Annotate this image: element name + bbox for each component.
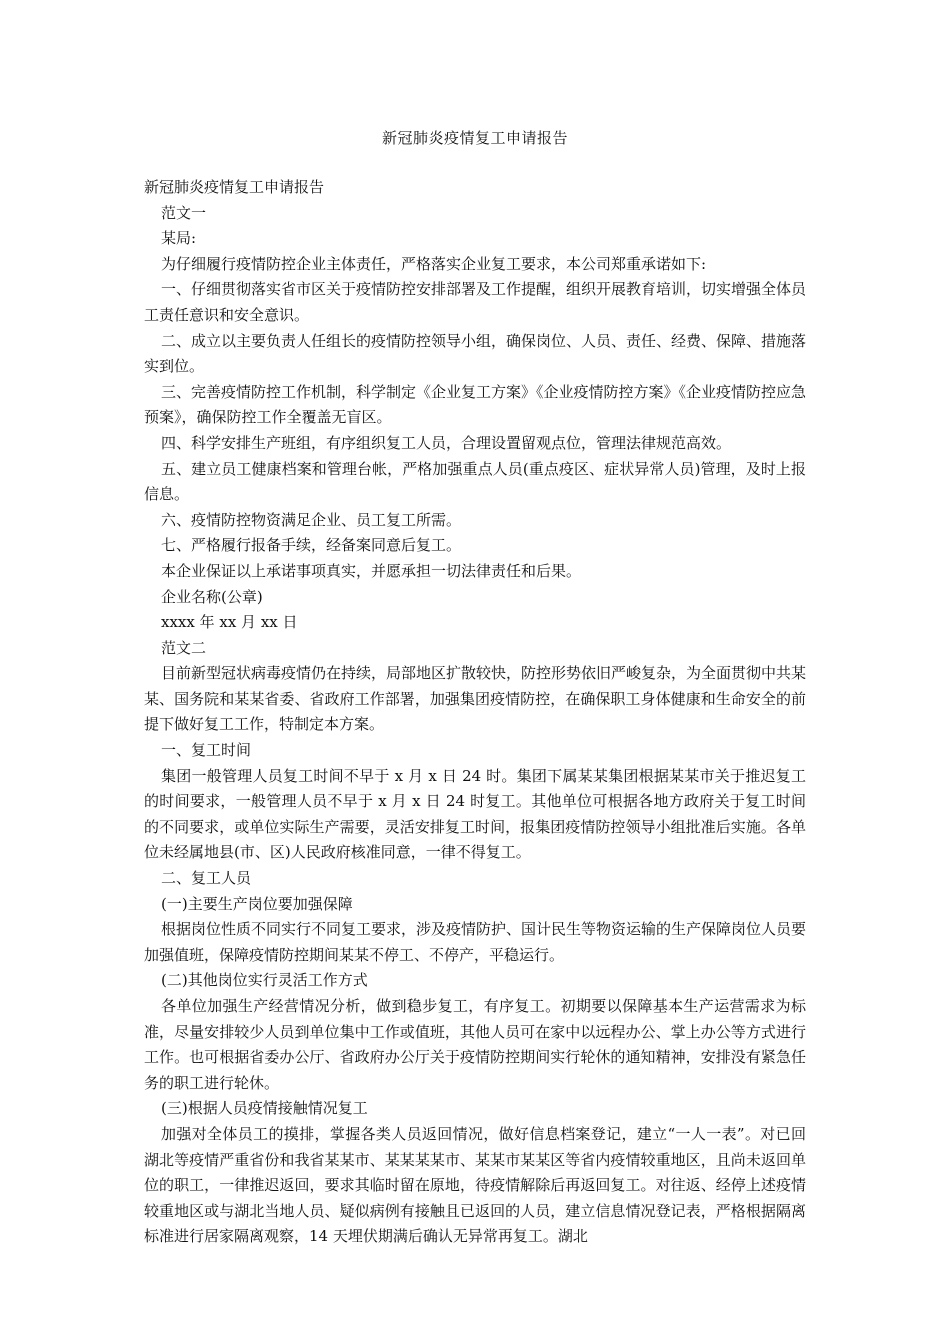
commitment-item-2: 二、成立以主要负责人任组长的疫情防控领导小组，确保岗位、人员、责任、经费、保障、措施落实到位。: [144, 331, 807, 376]
paragraph-background: 目前新型冠状病毒疫情仍在持续，局部地区扩散较快，防控形势依旧严峻复杂，为全面贯彻中共某某、国务院和某某省委、省政府工作部署，加强集团疫情防控，在确保职工身体健康和生命安全的前提下做好复工工作，特制定本方案。: [144, 664, 807, 734]
commitment-item-6: 六、疫情防控物资满足企业、员工复工所需。: [161, 510, 462, 529]
body-heading: 新冠肺炎疫情复工申请报告: [144, 178, 325, 196]
heading-return-staff: 二、复工人员: [161, 869, 252, 888]
section-label-sample-two: 范文二: [161, 638, 207, 657]
heading-return-time: 一、复工时间: [161, 741, 252, 760]
paragraph-main-positions: 根据岗位性质不同实行不同复工要求，涉及疫情防护、国计民生等物资运输的生产保障岗位人员要加强值班，保障疫情防控期间某某不停工、不停产，平稳运行。: [144, 920, 807, 964]
company-seal-line: 企业名称(公章): [161, 587, 263, 606]
paragraph-flexible-work: 各单位加强生产经营情况分析，做到稳步复工，有序复工。初期要以保障基本生产运营需求为标准，尽量安排较少人员到单位集中工作或值班，其他人员可在家中以远程办公、掌上办公等方式进行工作。也可根据省委办公厅、省政府办公厅关于疫情防控期间实行轮休的通知精神，安排没有紧急任务的职工进行轮休。: [144, 997, 806, 1092]
commitment-item-3: 三、完善疫情防控工作机制，科学制定《企业复工方案》《企业疫情防控方案》《企业疫情防控应急预案》，确保防控工作全覆盖无盲区。: [144, 382, 807, 427]
commitment-item-1: 一、仔细贯彻落实省市区关于疫情防控安排部署及工作提醒，组织开展教育培训，切实增强全体员工责任意识和安全意识。: [144, 280, 807, 324]
paragraph-return-time: 集团一般管理人员复工时间不早于 x 月 x 日 24 时。集团下属某某集团根据某某市关于推迟复工的时间要求，一般管理人员不早于 x 月 x 日 24 时复工。其他单位可根据各地方政府关于复工时间的不同要求，或单位实际生产需要，灵活安排复工时间，报集团疫情防控领导小组批准后实施。各单位未经属地县(市、区)人民政府核准同意，一律不得复工。: [144, 766, 806, 862]
guarantee-statement: 本企业保证以上承诺事项真实，并愿承担一切法律责任和后果。: [161, 561, 582, 580]
subheading-contact-status: (三)根据人员疫情接触情况复工: [161, 1099, 368, 1118]
document-title: 新冠肺炎疫情复工申请报告: [381, 129, 568, 147]
document-body: [144, 175, 806, 1250]
section-label-sample-one: 范文一: [161, 203, 207, 222]
subheading-flexible-work: (二)其他岗位实行灵活工作方式: [161, 971, 368, 990]
commitment-item-5: 五、建立员工健康档案和管理台帐，严格加强重点人员(重点疫区、症状异常人员)管理，及时上报信息。: [144, 459, 806, 504]
subheading-main-positions: (一)主要生产岗位要加强保障: [161, 894, 353, 913]
addressee: 某局:: [161, 229, 197, 248]
date-line: xxxx 年 xx 月 xx 日: [161, 613, 298, 632]
commitment-item-4: 四、科学安排生产班组，有序组织复工人员，合理设置留观点位，管理法律规范高效。: [161, 433, 732, 452]
paragraph-contact-status: 加强对全体员工的摸排，掌握各类人员返回情况，做好信息档案登记，建立“一人一表”。对已回湖北等疫情严重省份和我省某某市、某某某某市、某某市某某区等省内疫情较重地区，且尚未返回单位的职工，一律推迟返回，要求其临时留在原地，待疫情解除后再返回复工。对往返、经停上述疫情较重地区或与湖北当地人员、疑似病例有接触且已返回的人员，建立信息情况登记表，严格根据隔离标准进行居家隔离观察，14 天埋伏期满后确认无异常再复工。湖北: [144, 1124, 806, 1246]
paragraph-intro: 为仔细履行疫情防控企业主体责任，严格落实企业复工要求，本公司郑重承诺如下:: [161, 254, 707, 273]
commitment-item-7: 七、严格履行报备手续，经备案同意后复工。: [161, 536, 462, 555]
